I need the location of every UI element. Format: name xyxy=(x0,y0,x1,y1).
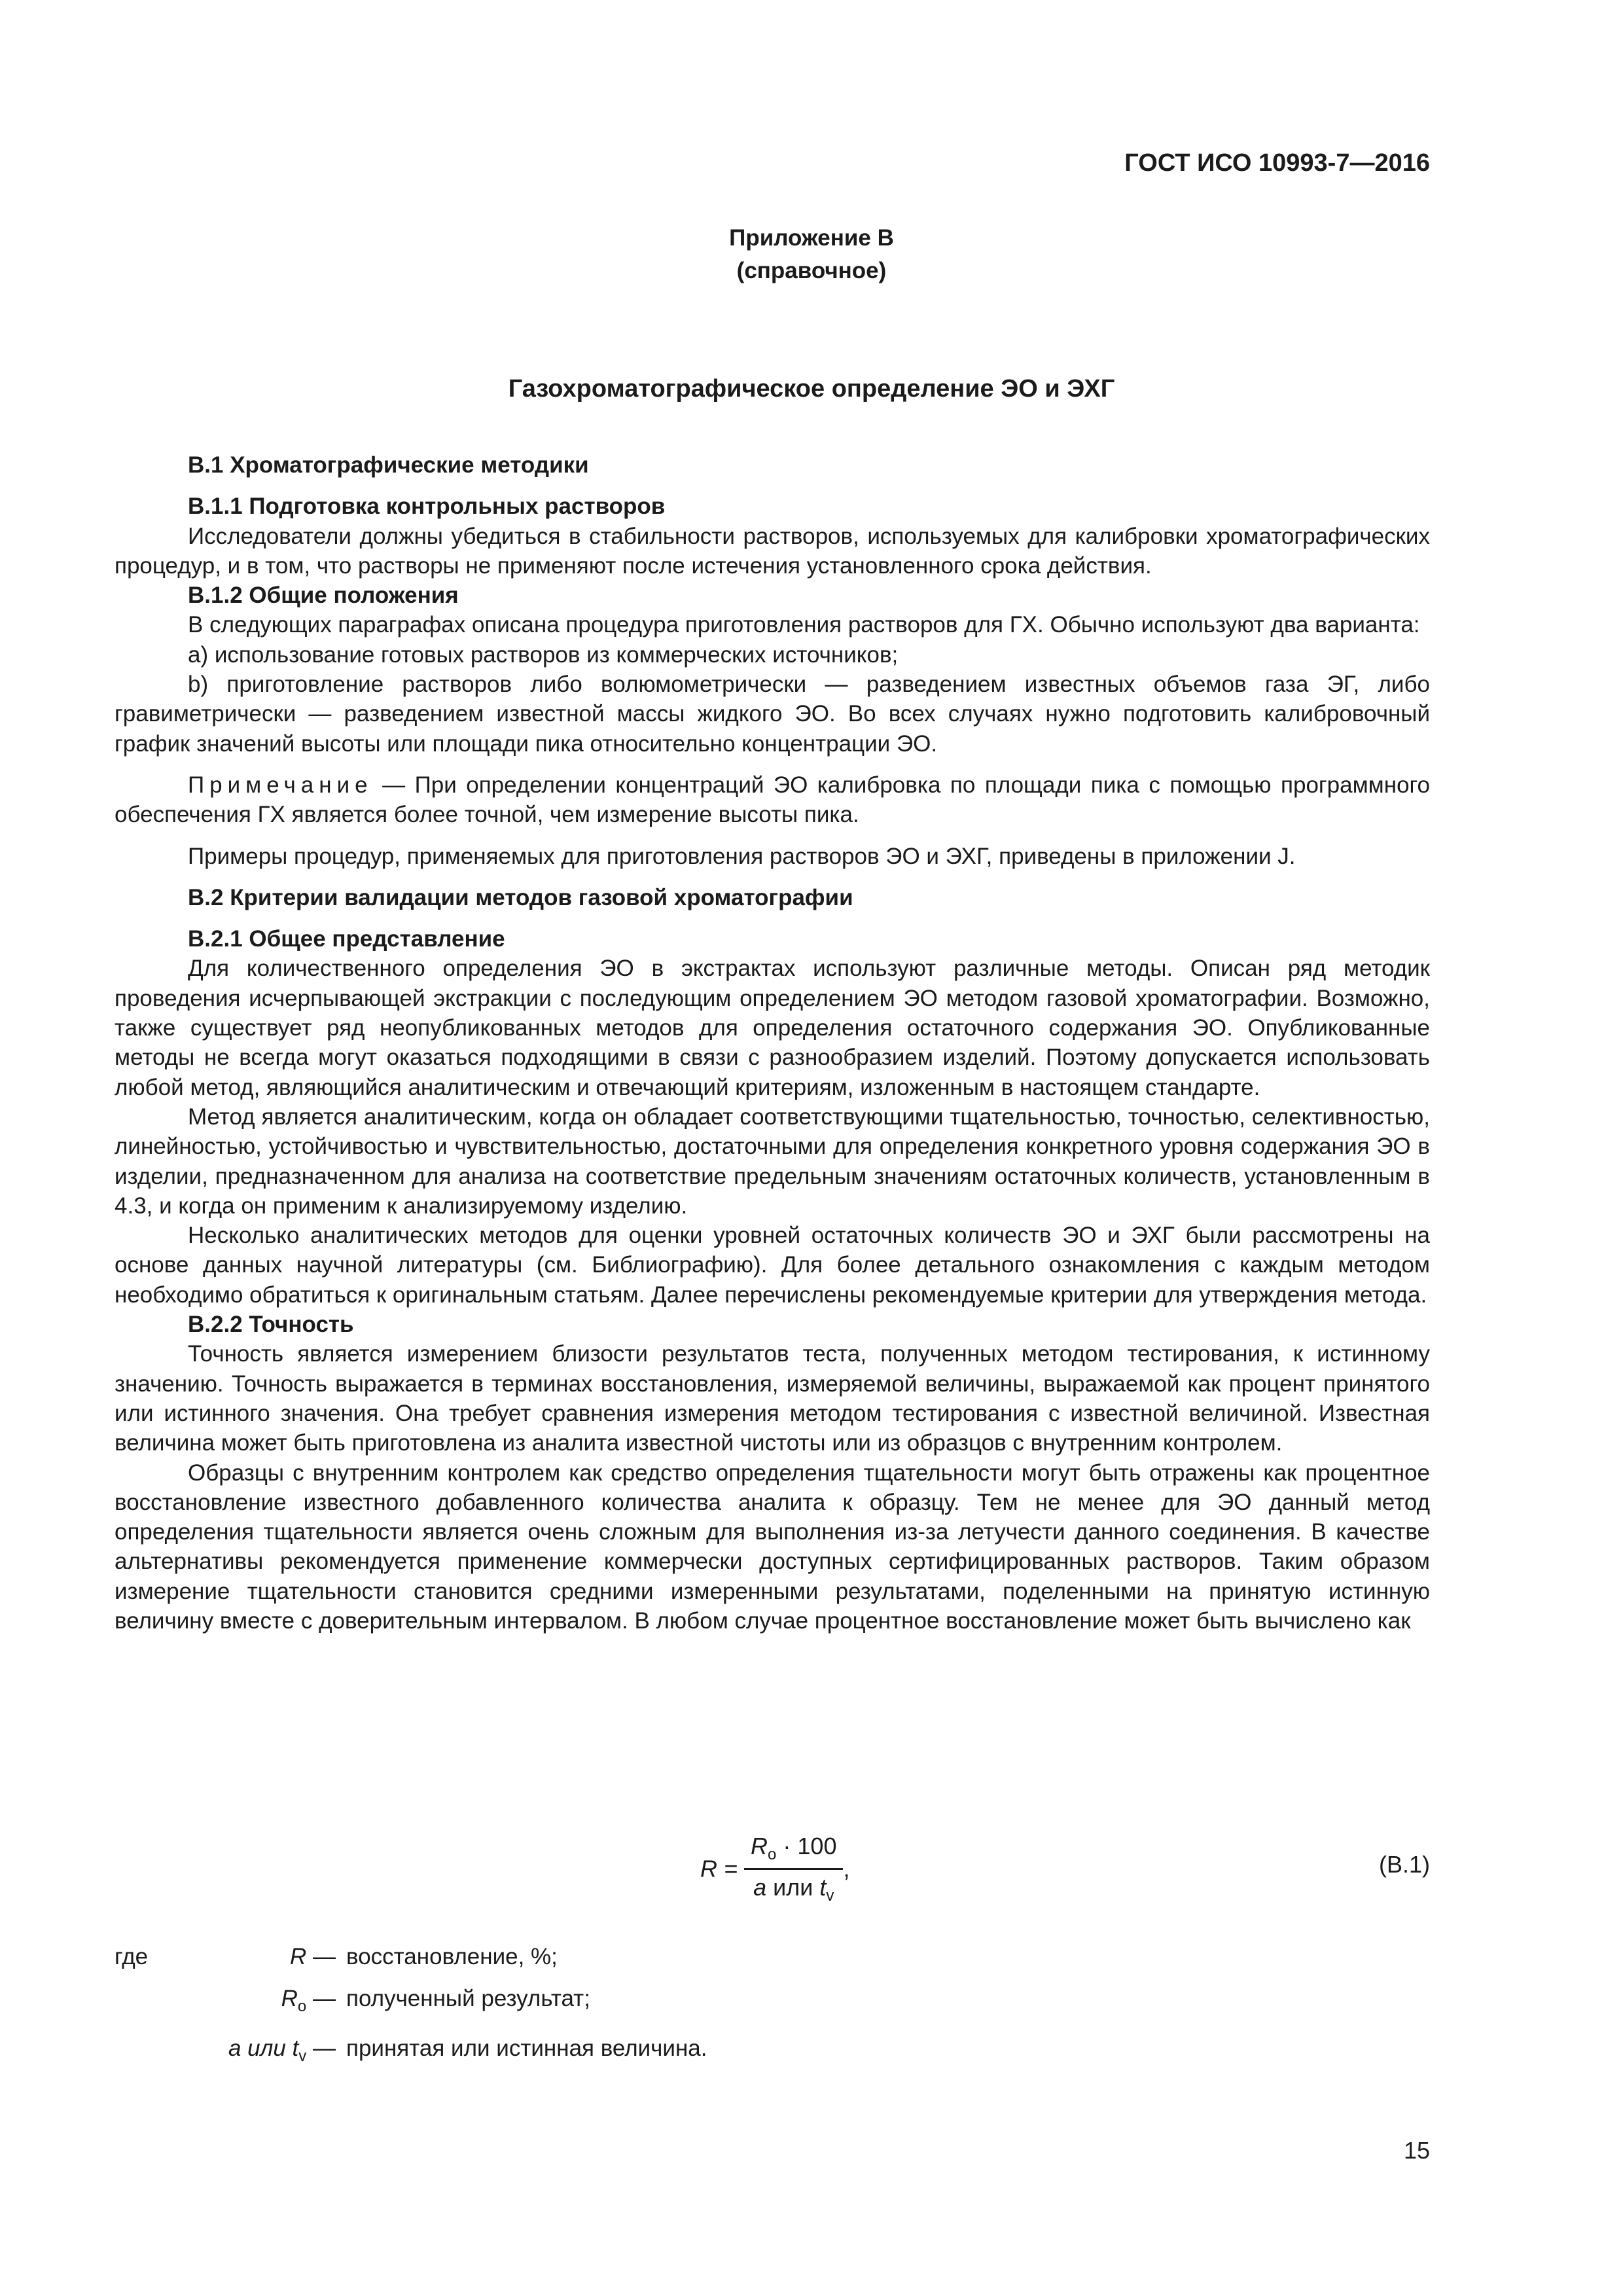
formula-lhs: R = xyxy=(700,1855,738,1882)
formula-b1 xyxy=(700,1833,849,1905)
page-number: 15 xyxy=(1403,2137,1430,2164)
formula-number: (В.1) xyxy=(1378,1851,1430,1878)
formula-numerator: $R_o \cdot 100$ xyxy=(744,1833,843,1870)
paragraph-b21-1: Для количественного определения ЭО в экстрактах используют различные методы. Описан ряд методик проведения исчерпывающей экстракции с последующим определением ЭО методом газовой хроматографии. Возможно, также существует ряд неопубликованных методов для определения остаточного содержания ЭО. Опубликованные методы не всегда могут оказаться подходящими в связи с разнообразием изделий. Поэтому допускается использовать любой метод, являющийся аналитическим и отвечающий критериям, изложенным в настоящем стандарте. xyxy=(115,956,1430,1100)
heading-b2: В.2 Критерии валидации методов газовой хроматографии xyxy=(188,884,853,910)
heading-b1: В.1 Хроматографические методики xyxy=(188,452,589,478)
where-row: где R — восстановление, %; xyxy=(115,1941,707,1982)
paragraph-examples: Примеры процедур, применяемых для приготовления растворов ЭО и ЭХГ, приведены в приложении J. xyxy=(188,843,1296,869)
heading-b12: В.1.2 Общие положения xyxy=(188,583,459,609)
where-word: где xyxy=(115,1944,149,1969)
where-table xyxy=(115,1941,707,2082)
heading-b22: В.2.2 Точность xyxy=(188,1312,354,1338)
paragraph-b22-2: Образцы с внутренним контролем как средство определения тщательности могут быть отражены как процентное восстановление известного добавленного количества аналита к образцу. Тем не менее для ЭО данный метод определения тщательности является очень сложным для выполнения из-за летучести данного соединения. В качестве альтернативы рекомендуется применение коммерчески доступных сертифицированных растворов. Таким образом измерение тщательности становится средними измеренными результатами, поделенными на принятую истинную величину вместе с доверительным интервалом. В любом случае процентное восстановление может быть вычислено как xyxy=(115,1460,1430,1634)
heading-b21: В.2.1 Общее представление xyxy=(188,926,505,952)
where-desc: восстановление, %; xyxy=(346,1944,558,1969)
annex-body xyxy=(115,450,1430,1636)
paragraph-b11: Исследователи должны убедиться в стабильности растворов, используемых для калибровки хроматографических процедур, и в том, что растворы не применяют после истечения установленного срока действия. xyxy=(115,523,1430,579)
heading-b11: В.1.1 Подготовка контрольных растворов xyxy=(188,493,666,520)
annex-kind: (справочное) xyxy=(736,258,887,283)
formula-fraction xyxy=(744,1833,843,1905)
where-block xyxy=(115,1941,707,2082)
note xyxy=(115,770,1430,830)
where-row: $R_o$ — полученный результат; xyxy=(115,1982,707,2032)
standard-number: ГОСТ ИСО 10993-7—2016 xyxy=(1124,149,1430,177)
paragraph-b21-3: Несколько аналитических методов для оценки уровней остаточных количеств ЭО и ЭХГ были рассмотрены на основе данных научной литературы (см. Библиографию). Для более детального ознакомления с каждым методом необходимо обратиться к оригинальным статьям. Далее перечислены рекомендуемые критерии для утверждения метода. xyxy=(115,1223,1430,1308)
where-desc: полученный результат; xyxy=(346,1986,590,2011)
paragraph-b22-1: Точность является измерением близости результатов теста, полученных методом тестирования, к истинному значению. Точность выражается в терминах восстановления, измеряемой величины, выражаемой как процент принятого или истинного значения. Она требует сравнения измерения методом тестирования с известной величиной. Известная величина может быть приготовлена из аналита известной чистоты или из образцов с внутренним контролем. xyxy=(115,1341,1430,1456)
list-item-b: b) приготовление растворов либо волюмометрически — разведением известных объемов газа ЭГ, либо гравиметрически — разведением известной массы жидкого ЭО. Во всех случаях нужно подготовить калибровочный график значений высоты или площади пика относительно концентрации ЭО. xyxy=(115,672,1430,757)
list-item-a: а) использование готовых растворов из коммерческих источников; xyxy=(188,641,899,668)
paragraph-b12-intro: В следующих параграфах описана процедура приготовления растворов для ГХ. Обычно используют два варианта: xyxy=(188,612,1420,638)
note-label: Примечание xyxy=(188,772,373,798)
annex-label: Приложение В xyxy=(729,225,894,251)
where-desc: принятая или истинная величина. xyxy=(346,2036,707,2061)
paragraph-b21-2: Метод является аналитическим, когда он обладает соответствующими тщательностью, точностью, селективностью, линейностью, устойчивостью и чувствительностью, достаточными для определения конкретного уровня содержания ЭО в изделии, предназначенном для анализа на соответствие предельным значениям остаточных количеств, установленным в 4.3, и когда он применим к анализируемому изделию. xyxy=(115,1103,1430,1219)
note-text: — При определении концентраций ЭО калибровка по площади пика с помощью программного обеспечения ГХ является более точной, чем измерение высоты пика. xyxy=(115,772,1430,828)
where-row: a или $t_v$ — принятая или истинная величина. xyxy=(115,2032,707,2082)
annex-title: Газохроматографическое определение ЭО и ЭХГ xyxy=(508,375,1115,403)
formula-denominator: a или $t_v$ xyxy=(753,1874,834,1905)
formula-trail: , xyxy=(843,1855,850,1882)
